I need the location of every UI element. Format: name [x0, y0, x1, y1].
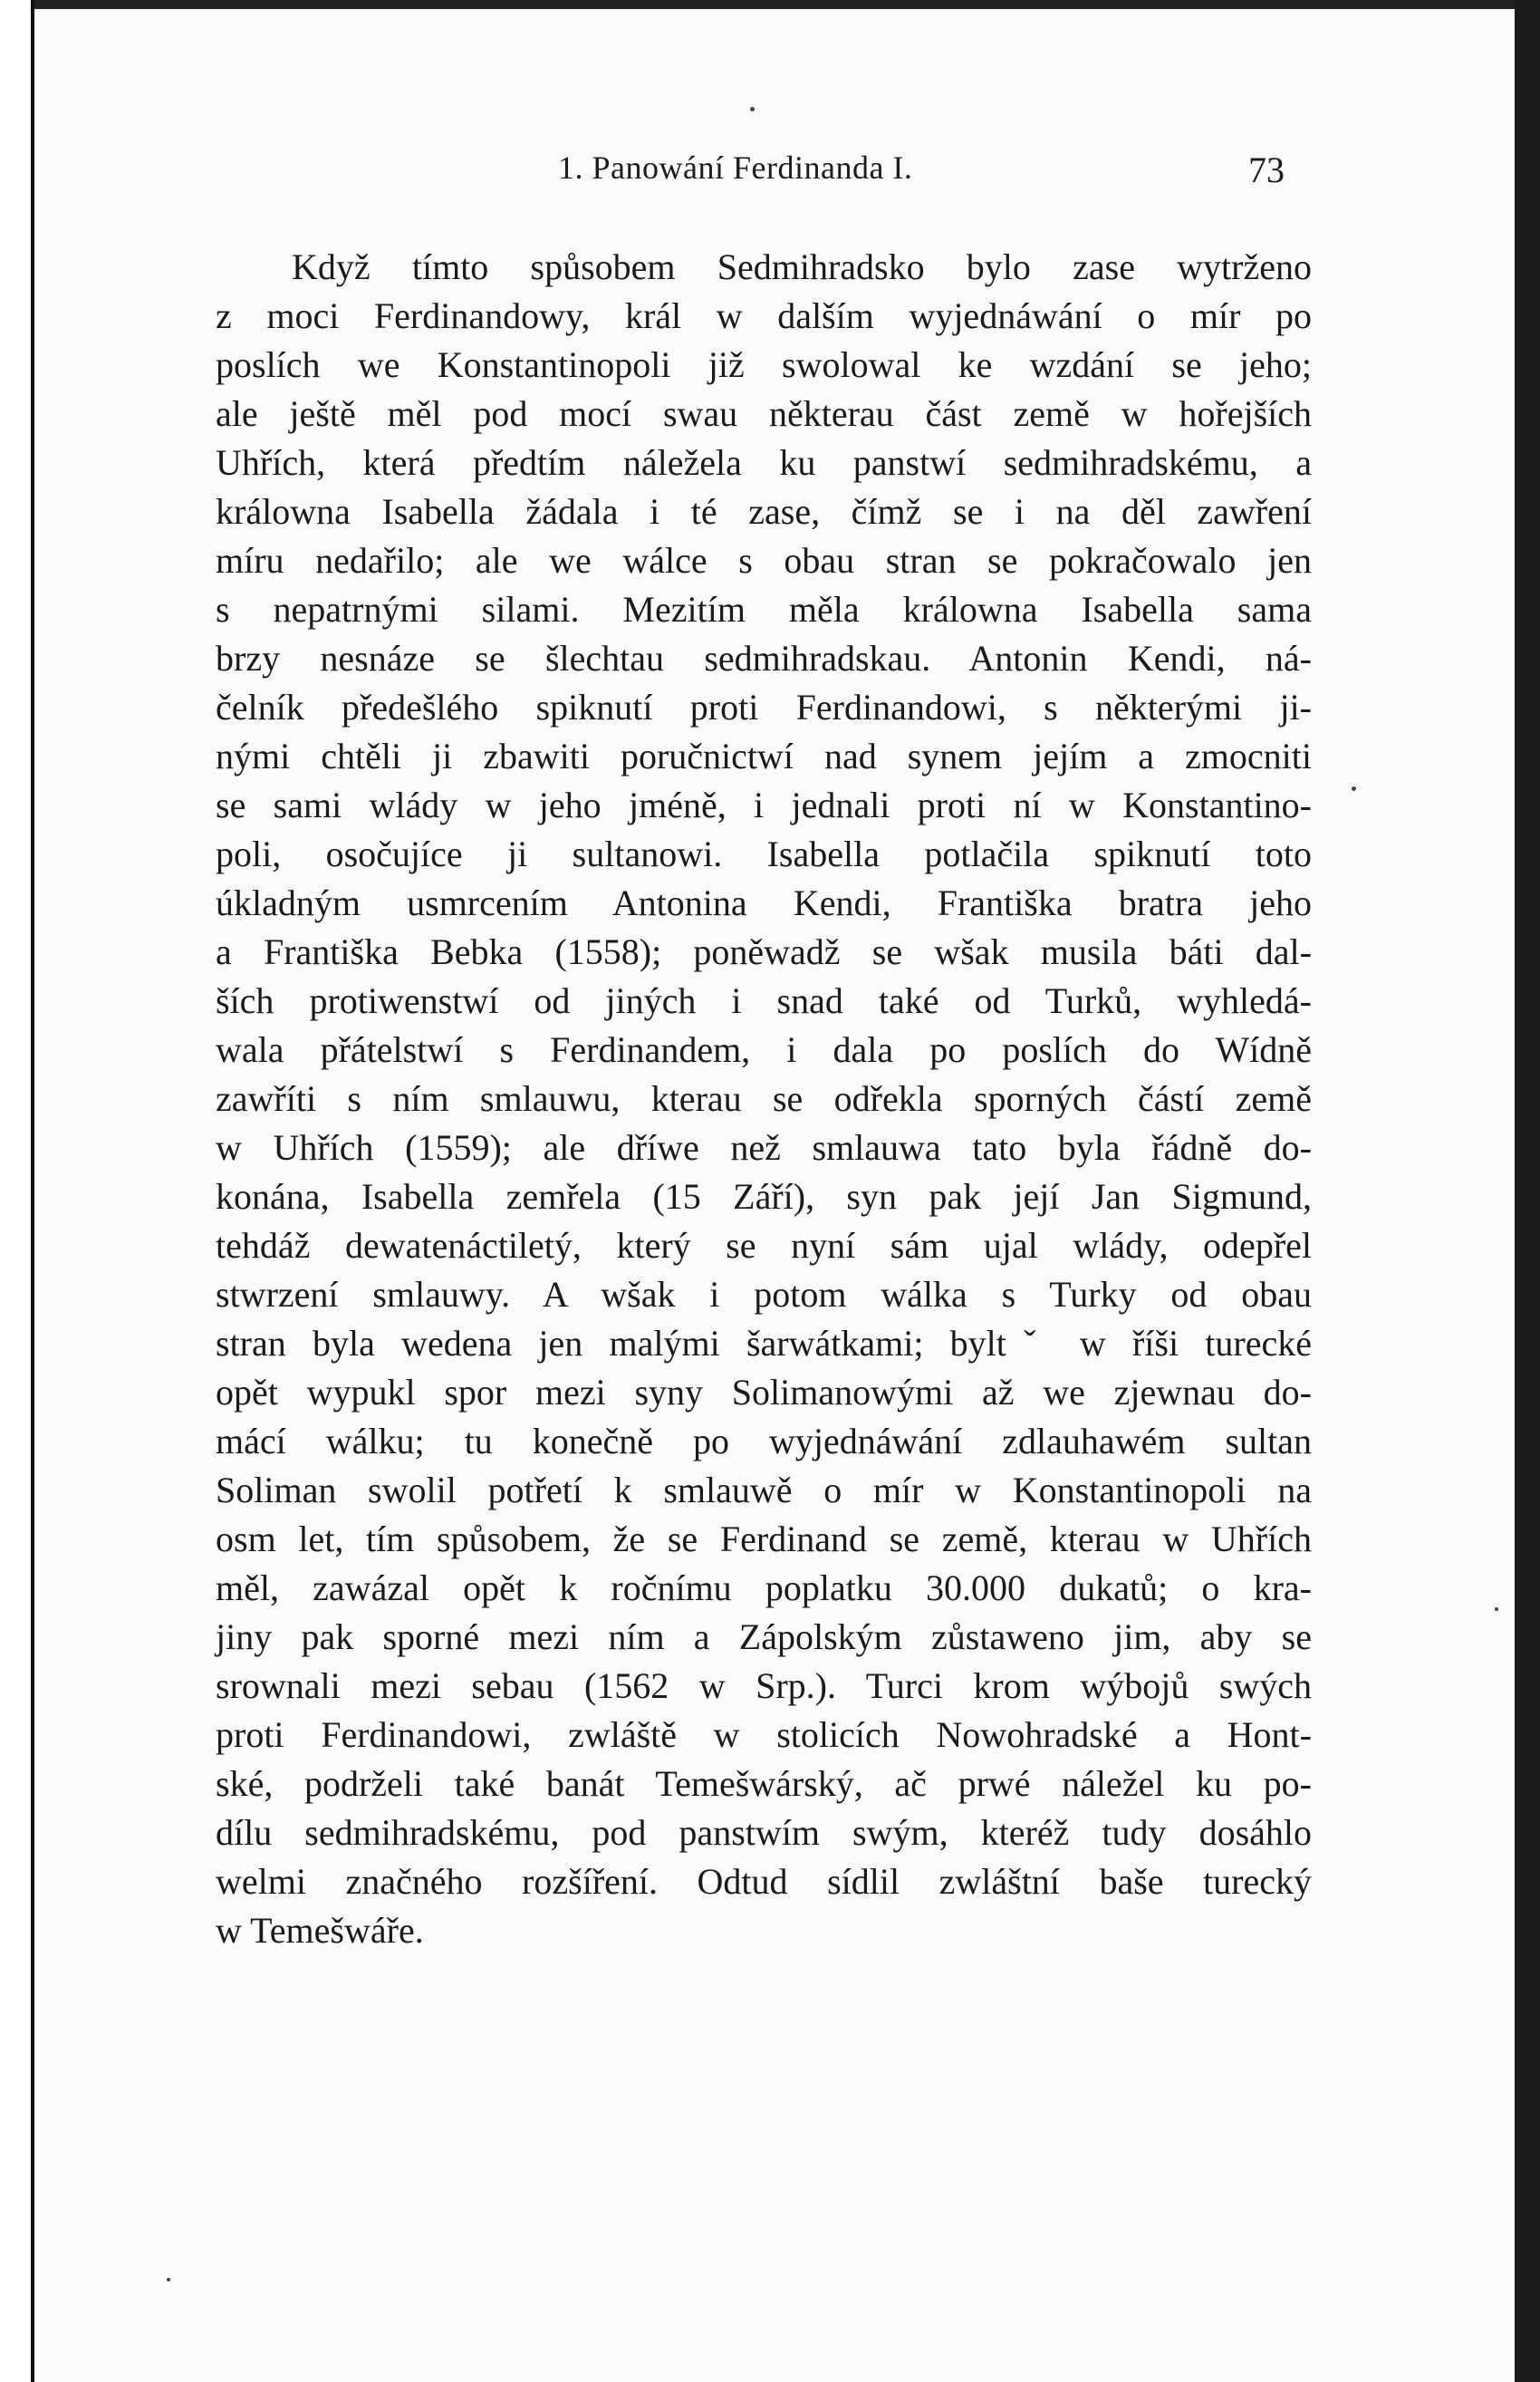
text-line: čelník předešlého spiknutí proti Ferdinandowi, s některými ji- [216, 687, 1312, 728]
page-top-edge [31, 0, 1516, 9]
text-line: ších protiwenstwí od jiných i snad také od Turků, wyhledá- [216, 980, 1312, 1021]
text-line: mácí wálku; tu konečně po wyjednáwání zdlauhawém sultan [216, 1421, 1312, 1461]
text-line: opět wypukl spor mezi syny Solimanowými až we zjewnau do- [216, 1372, 1312, 1413]
page-gutter [0, 0, 34, 2382]
text-line: Soliman swolil potřetí k smlauwě o mír w Konstantinopoli na [216, 1470, 1312, 1510]
text-line: brzy nesnáze se šlechtau sedmihradskau. Antonin Kendi, ná- [216, 638, 1312, 679]
text-line: zawříti s ním smlauwu, kterau se odřekla sporných částí země [216, 1078, 1312, 1119]
text-line: a Františka Bebka (1558); poněwadž se wšak musila báti dal- [216, 931, 1312, 972]
paper-speck [1352, 786, 1356, 791]
text-line: dílu sedmihradskému, pod panstwím swým, kteréž tudy dosáhlo [216, 1812, 1312, 1853]
text-line: úkladným usmrcením Antonina Kendi, Františka bratra jeho [216, 882, 1312, 923]
text-line: tehdáž dewatenáctiletý, který se nyní sám ujal wlády, odepřel [216, 1225, 1312, 1266]
text-line: proti Ferdinandowi, zwláště w stolicích Nowohradské a Hont- [216, 1714, 1312, 1755]
text-line: ale ještě měl pod mocí swau některau část země w hořejších [216, 393, 1312, 434]
body-paragraph [216, 243, 1312, 1955]
text-line: srownali mezi sebau (1562 w Srp.). Turci krom wýbojů swých [216, 1665, 1312, 1706]
text-line: poslích we Konstantinopoli již swolowal ke wzdání se jeho; [216, 344, 1312, 385]
text-line: králowna Isabella žádala i té zase, čímž se i na děl zawření [216, 491, 1312, 532]
text-line: stwrzení smlauwy. A wšak i potom wálka s Turky od obau [216, 1274, 1312, 1315]
text-line: z moci Ferdinandowy, král w dalším wyjednáwání o mír po [216, 295, 1312, 336]
text-line: w Temešwáře. [216, 1910, 424, 1951]
text-line: wala přátelstwí s Ferdinandem, i dala po poslích do Wídně [216, 1029, 1312, 1070]
text-line: Uhřích, která předtím náležela ku panstwí sedmihradskému, a [216, 442, 1312, 483]
page-number: 73 [1248, 149, 1285, 190]
text-line: nými chtěli ji zbawiti poručnictwí nad synem jejím a zmocniti [216, 736, 1312, 776]
text-line: se sami wlády w jeho jméně, i jednali proti ní w Konstantino- [216, 785, 1312, 825]
text-line: jiny pak sporné mezi ním a Zápolským zůstaweno jim, aby se [216, 1616, 1312, 1657]
paper-speck [750, 107, 755, 111]
text-line: Když tímto spůsobem Sedmihradsko bylo zase wytrženo [292, 246, 1312, 287]
text-line: poli, osočujíce ji sultanowi. Isabella potlačila spiknutí toto [216, 834, 1312, 874]
text-line: osm let, tím spůsobem, že se Ferdinand se země, kterau w Uhřích [216, 1519, 1312, 1559]
text-line: konána, Isabella zemřela (15 Září), syn pak její Jan Sigmund, [216, 1176, 1312, 1217]
text-line: stran byla wedena jen malými šarwátkami; byltˇ w říši turecké [216, 1323, 1312, 1364]
running-title: 1. Panowání Ferdinanda I. [558, 149, 913, 186]
text-line: w Uhřích (1559); ale dříwe než smlauwa tato byla řádně do- [216, 1127, 1312, 1168]
paper-speck [167, 2278, 170, 2281]
text-line: měl, zawázal opět k ročnímu poplatku 30.000 dukatů; o kra- [216, 1567, 1312, 1608]
text-line: s nepatrnými silami. Mezitím měla králowna Isabella sama [216, 589, 1312, 630]
paper-speck [1495, 1607, 1498, 1611]
text-line: ské, podrželi také banát Temešwárský, ač prwé náležel ku po- [216, 1763, 1312, 1804]
page-right-edge [1515, 0, 1540, 2382]
text-line: welmi značného rozšíření. Odtud sídlil zwláštní baše turecký [216, 1861, 1312, 1902]
text-line: míru nedařilo; ale we wálce s obau stran se pokračowalo jen [216, 540, 1312, 581]
